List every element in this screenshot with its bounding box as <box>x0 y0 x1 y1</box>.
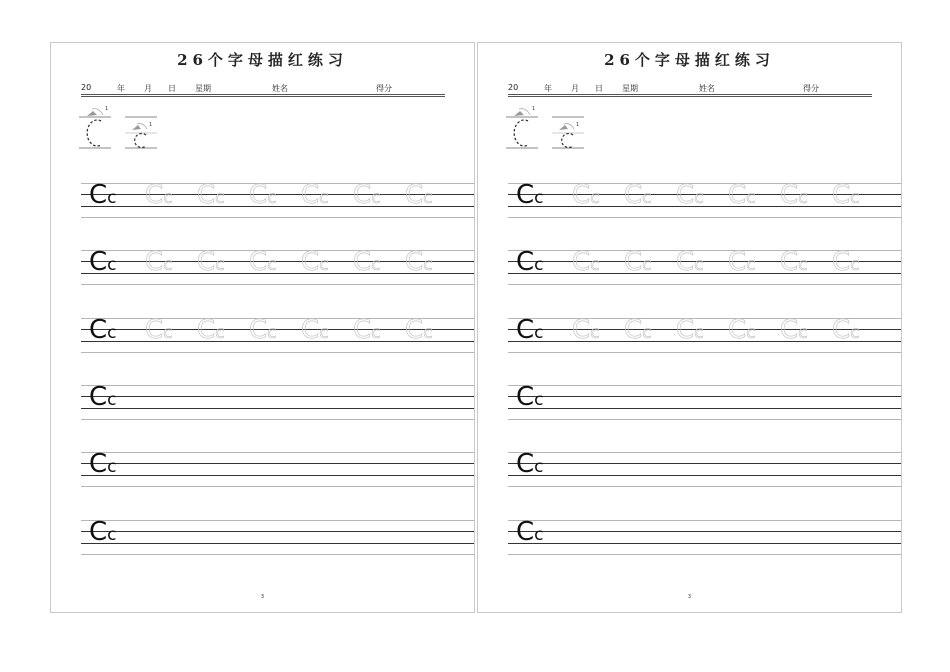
model-letter: Cc <box>89 517 117 547</box>
stroke-order-demo <box>79 103 169 153</box>
worksheet-page-right <box>477 42 902 613</box>
stroke-number: 1 <box>576 122 580 128</box>
model-letter: Cc <box>89 449 117 479</box>
trace-letter: Cc <box>301 315 329 345</box>
practice-row <box>508 517 901 560</box>
model-letter: Cc <box>516 315 544 345</box>
stroke-number: 1 <box>105 106 109 112</box>
model-letter: Cc <box>516 449 544 479</box>
practice-row <box>81 315 474 358</box>
name-label: 姓名 <box>272 84 288 93</box>
name-label: 姓名 <box>699 84 715 93</box>
trace-letter: Cc <box>197 247 225 277</box>
practice-row <box>81 247 474 290</box>
trace-letter: Cc <box>405 180 433 210</box>
stroke-arrow-icon <box>132 125 141 130</box>
worksheet-page-left <box>50 42 475 613</box>
trace-letter: Cc <box>572 247 600 277</box>
score-label: 得分 <box>803 84 819 93</box>
model-letter: Cc <box>516 247 544 277</box>
trace-letter: Cc <box>145 247 173 277</box>
trace-letter: Cc <box>301 180 329 210</box>
weekday-label: 星期 <box>195 84 211 93</box>
dashed-lowercase-c-icon <box>135 134 146 148</box>
trace-letter: Cc <box>832 315 860 345</box>
model-letter: Cc <box>516 382 544 412</box>
trace-letter: Cc <box>780 315 808 345</box>
page-title: 26个字母描红练习 <box>177 51 348 69</box>
trace-letter: Cc <box>676 315 704 345</box>
model-letter: Cc <box>89 315 117 345</box>
stroke-number: 1 <box>532 106 536 112</box>
day-label: 日 <box>595 84 603 93</box>
trace-letter: Cc <box>572 315 600 345</box>
stroke-arrow-icon <box>87 111 97 116</box>
trace-letter: Cc <box>301 247 329 277</box>
trace-letter: Cc <box>405 247 433 277</box>
year-label: 年 <box>117 84 125 93</box>
year-prefix: 20 <box>508 83 519 92</box>
practice-row <box>508 382 901 425</box>
trace-letter: Cc <box>780 247 808 277</box>
trace-letter: Cc <box>728 180 756 210</box>
trace-letter: Cc <box>624 247 652 277</box>
practice-row <box>508 449 901 492</box>
practice-row <box>508 247 901 290</box>
page-number: 3 <box>687 594 692 600</box>
year-label: 年 <box>544 84 552 93</box>
trace-letter: Cc <box>728 315 756 345</box>
stroke-order-demo <box>506 103 596 153</box>
practice-row <box>81 180 474 223</box>
practice-row <box>508 180 901 223</box>
practice-row <box>81 382 474 425</box>
trace-letter: Cc <box>197 180 225 210</box>
page-title: 26个字母描红练习 <box>604 51 775 69</box>
weekday-label: 星期 <box>622 84 638 93</box>
info-line <box>508 83 872 97</box>
trace-letter: Cc <box>249 180 277 210</box>
score-label: 得分 <box>376 84 392 93</box>
trace-letter: Cc <box>145 315 173 345</box>
trace-letter: Cc <box>832 247 860 277</box>
trace-letter: Cc <box>832 180 860 210</box>
page-number: 3 <box>260 594 265 600</box>
model-letter: Cc <box>89 247 117 277</box>
model-letter: Cc <box>516 180 544 210</box>
stroke-arrow-icon <box>514 111 524 116</box>
trace-letter: Cc <box>624 315 652 345</box>
trace-letter: Cc <box>353 315 381 345</box>
practice-row <box>508 315 901 358</box>
stroke-number: 1 <box>149 122 153 128</box>
dashed-capital-c-icon <box>514 120 528 146</box>
day-label: 日 <box>168 84 176 93</box>
month-label: 月 <box>571 84 579 93</box>
trace-letter: Cc <box>676 247 704 277</box>
trace-letter: Cc <box>197 315 225 345</box>
month-label: 月 <box>144 84 152 93</box>
practice-row <box>81 517 474 560</box>
model-letter: Cc <box>516 517 544 547</box>
model-letter: Cc <box>89 180 117 210</box>
trace-letter: Cc <box>353 180 381 210</box>
trace-letter: Cc <box>145 180 173 210</box>
info-line <box>81 83 445 97</box>
trace-letter: Cc <box>728 247 756 277</box>
stroke-arrow-icon <box>559 125 568 130</box>
dashed-lowercase-c-icon <box>562 134 573 148</box>
trace-letter: Cc <box>249 315 277 345</box>
model-letter: Cc <box>89 382 117 412</box>
trace-letter: Cc <box>676 180 704 210</box>
trace-letter: Cc <box>780 180 808 210</box>
practice-row <box>81 449 474 492</box>
year-prefix: 20 <box>81 83 92 92</box>
trace-letter: Cc <box>353 247 381 277</box>
trace-letter: Cc <box>405 315 433 345</box>
trace-letter: Cc <box>624 180 652 210</box>
dashed-capital-c-icon <box>87 120 101 146</box>
trace-letter: Cc <box>249 247 277 277</box>
trace-letter: Cc <box>572 180 600 210</box>
